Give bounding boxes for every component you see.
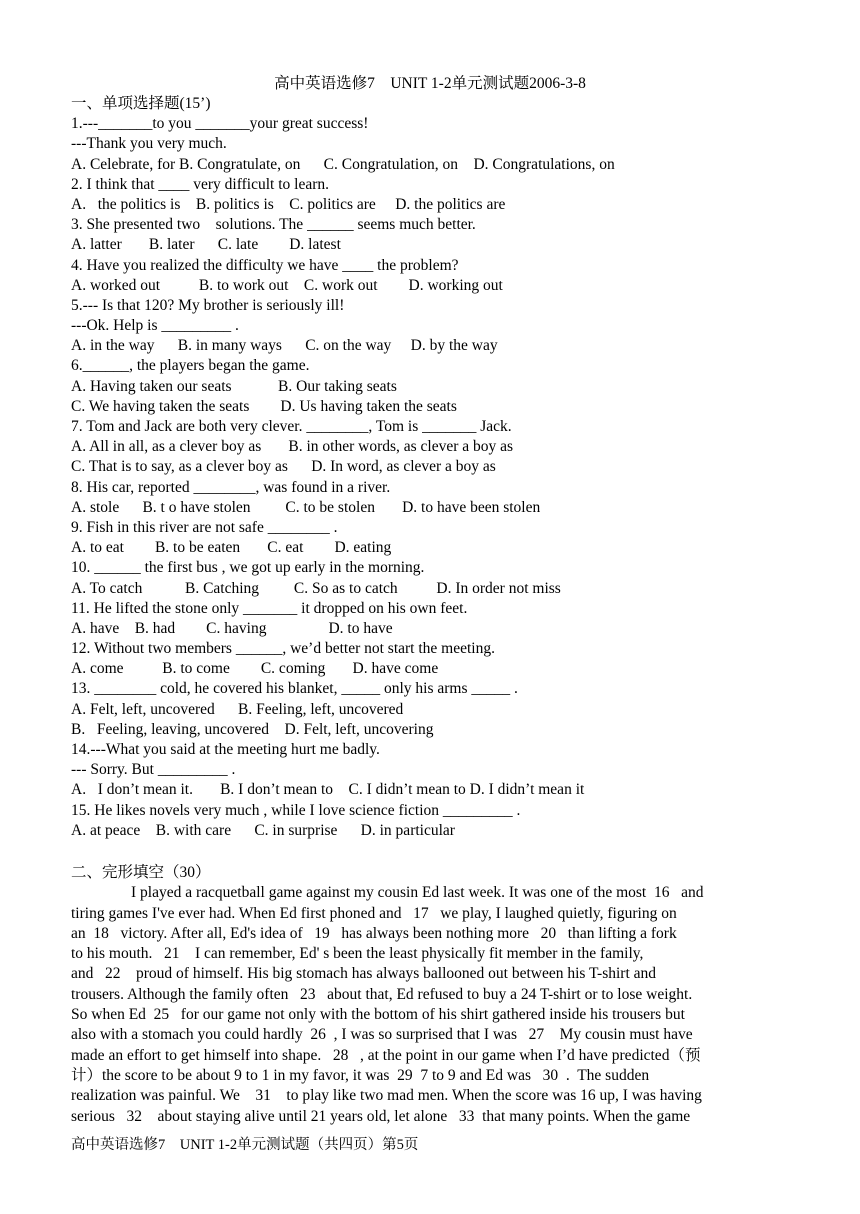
question-line: A. Having taken our seats B. Our taking seats (71, 377, 397, 395)
question-line: --- Sorry. But _________ . (71, 761, 236, 779)
question-line: 1.---_______to you _______your great success! (71, 115, 369, 133)
question-line: ---Thank you very much. (71, 135, 227, 153)
question-line: A. I don’t mean it. B. I don’t mean to C. I didn’t mean to D. I didn’t mean it (71, 781, 585, 799)
question-line: A. worked out B. to work out C. work out D. working out (71, 276, 503, 294)
passage-line: also with a stomach you could hardly 26 , I was so surprised that I was 27 My cousin must have (71, 1026, 693, 1044)
question-line: 14.---What you said at the meeting hurt me badly. (71, 741, 380, 758)
question-line: B. Feeling, leaving, uncovered D. Felt, left, uncovering (71, 720, 434, 738)
question-line: A. To catch B. Catching C. So as to catch D. In order not miss (71, 579, 561, 597)
question-line: 2. I think that ____ very difficult to learn. (71, 175, 329, 193)
passage-line: an 18 victory. After all, Ed's idea of 19 has always been nothing more 20 than lifting a fork (71, 924, 677, 942)
question-line: 15. He likes novels very much , while I love science fiction _________ . (71, 801, 521, 819)
question-line: 10. ______ the first bus , we got up early in the morning. (71, 559, 425, 577)
question-line: 12. Without two members ______, we’d better not start the meeting. (71, 640, 495, 658)
question-line: 11. He lifted the stone only _______ it dropped on his own feet. (71, 599, 468, 617)
question-line: 4. Have you realized the difficulty we have ____ the problem? (71, 256, 459, 274)
question-line: 6.______, the players began the game. (71, 357, 310, 375)
section-heading: 一、单项选择题(15’) (71, 95, 211, 112)
question-line: A. at peace B. with care C. in surprise D. in particular (71, 821, 455, 839)
question-line: 5.--- Is that 120? My brother is seriously ill! (71, 296, 345, 314)
passage-line: made an effort to get himself into shape. 28 , at the point in our game when I’d have predicted（预 (71, 1046, 701, 1064)
passage-line: serious 32 about staying alive until 21 years old, let alone 33 that many points. When the game (71, 1107, 691, 1125)
question-line: 3. She presented two solutions. The ______ seems much better. (71, 216, 476, 234)
page-footer: 高中英语选修7 UNIT 1-2单元测试题（共四页）第5页 (71, 1137, 419, 1153)
question-line: A. Felt, left, uncovered B. Feeling, left, uncovered (71, 700, 404, 718)
question-line: A. to eat B. to be eaten C. eat D. eating (71, 539, 392, 557)
question-line: 9. Fish in this river are not safe ________ . (71, 518, 338, 536)
question-line: A. stole B. t o have stolen C. to be stolen D. to have been stolen (71, 498, 541, 516)
passage-line: and 22 proud of himself. His big stomach has always ballooned out between his T-shirt and (71, 965, 657, 983)
question-line: A. have B. had C. having D. to have (71, 619, 393, 637)
passage-line: 计）the score to be about 9 to 1 in my favor, it was 29 7 to 9 and Ed was 30 . The sudden (71, 1066, 650, 1084)
question-line: C. That is to say, as a clever boy as D. In word, as clever a boy as (71, 458, 496, 476)
cloze-passage (71, 863, 793, 1127)
passage-line: trousers. Although the family often 23 about that, Ed refused to buy a 24 T-shirt or to lose weight. (71, 985, 693, 1003)
question-line: A. the politics is B. politics is C. politics are D. the politics are (71, 195, 506, 213)
question-line: 8. His car, reported ________, was found in a river. (71, 478, 391, 496)
question-list (71, 94, 791, 841)
passage-line: to his mouth. 21 I can remember, Ed' s been the least physically fit member in the family, (71, 945, 644, 963)
passage-line: realization was painful. We 31 to play like two mad men. When the score was 16 up, I was having (71, 1087, 702, 1105)
question-line: A. come B. to come C. coming D. have come (71, 660, 439, 678)
question-line: A. All in all, as a clever boy as B. in other words, as clever a boy as (71, 438, 514, 456)
question-line: 7. Tom and Jack are both very clever. ________, Tom is _______ Jack. (71, 418, 512, 435)
section-heading: 二、完形填空（30） (71, 864, 211, 881)
question-line: ---Ok. Help is _________ . (71, 317, 239, 335)
question-line: A. in the way B. in many ways C. on the way D. by the way (71, 337, 498, 355)
passage-line: I played a racquetball game against my cousin Ed last week. It was one of the most 16 and (131, 884, 704, 902)
question-line: A. Celebrate, for B. Congratulate, on C. Congratulation, on D. Congratulations, on (71, 155, 615, 173)
passage-line: So when Ed 25 for our game not only with the bottom of his shirt gathered inside his trousers but (71, 1006, 685, 1024)
question-line: A. latter B. later C. late D. latest (71, 236, 341, 254)
passage-line: tiring games I've ever had. When Ed first phoned and 17 we play, I laughed quietly, figuring on (71, 904, 677, 922)
question-line: C. We having taken the seats D. Us having taken the seats (71, 397, 457, 415)
page-title: 高中英语选修7 UNIT 1-2单元测试题2006-3-8 (274, 75, 586, 92)
question-line: 13. ________ cold, he covered his blanket, _____ only his arms _____ . (71, 680, 518, 698)
